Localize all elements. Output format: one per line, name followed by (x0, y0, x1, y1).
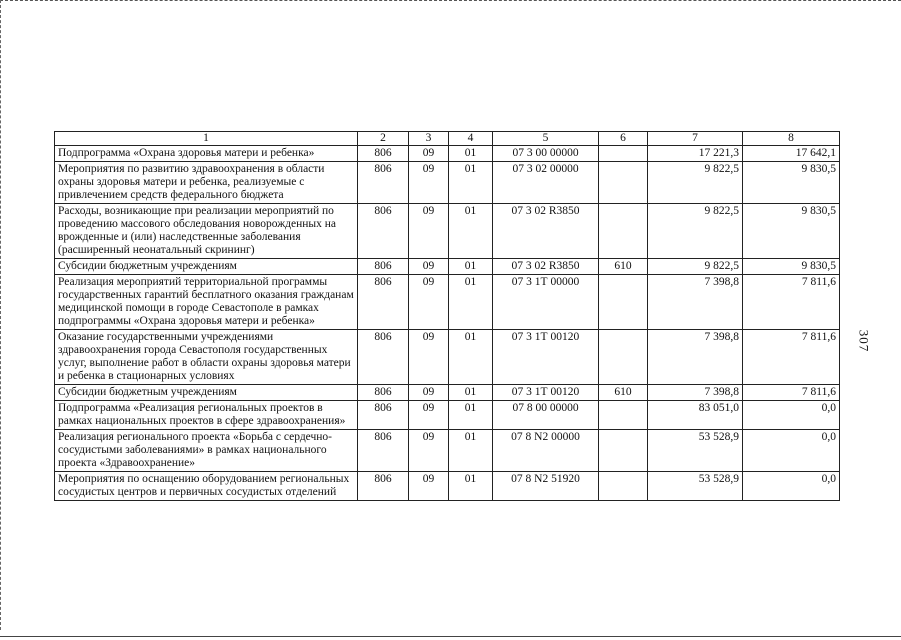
rz-cell: 09 (409, 204, 449, 259)
rz-cell: 09 (409, 275, 449, 330)
ved-cell: 806 (358, 385, 409, 401)
target-cell: 07 3 00 00000 (493, 146, 599, 162)
scan-border-left (0, 0, 1, 630)
row-name-cell: Расходы, возникающие при реализации мероприятий по проведению массового обследования новорожденных на врожденные и (или) наследственные заболевания (расширенный неонатальный скрининг) (55, 204, 358, 259)
ved-cell: 806 (358, 259, 409, 275)
sum2-cell: 9 830,5 (743, 259, 840, 275)
header-row (55, 132, 840, 146)
sum2-cell: 7 811,6 (743, 330, 840, 385)
target-cell: 07 3 02 R3850 (493, 204, 599, 259)
ved-cell: 806 (358, 275, 409, 330)
row-name-cell: Мероприятия по оснащению оборудованием региональных сосудистых центров и первичных сосудистых отделений (55, 472, 358, 501)
vr-cell (599, 401, 648, 430)
table-row (55, 162, 840, 204)
sum1-cell: 17 221,3 (648, 146, 743, 162)
table-row (55, 472, 840, 501)
table-row (55, 401, 840, 430)
pr-cell: 01 (449, 401, 493, 430)
scan-border-bottom (0, 636, 901, 637)
row-name-cell: Подпрограмма «Охрана здоровья матери и ребенка» (55, 146, 358, 162)
pr-cell: 01 (449, 385, 493, 401)
rz-cell: 09 (409, 162, 449, 204)
ved-cell: 806 (358, 430, 409, 472)
vr-cell: 610 (599, 259, 648, 275)
vr-cell (599, 330, 648, 385)
target-cell: 07 3 02 00000 (493, 162, 599, 204)
pr-cell: 01 (449, 259, 493, 275)
pr-cell: 01 (449, 204, 493, 259)
header-cell: 8 (743, 132, 840, 146)
sum1-cell: 9 822,5 (648, 259, 743, 275)
rz-cell: 09 (409, 146, 449, 162)
row-name-cell: Мероприятия по развитию здравоохранения в области охраны здоровья матери и ребенка, реализуемые с привлечением средств федерального бюджета (55, 162, 358, 204)
table-row (55, 330, 840, 385)
header-cell: 6 (599, 132, 648, 146)
sum2-cell: 7 811,6 (743, 275, 840, 330)
sum1-cell: 7 398,8 (648, 275, 743, 330)
target-cell: 07 3 1Т 00120 (493, 385, 599, 401)
ved-cell: 806 (358, 162, 409, 204)
sum1-cell: 7 398,8 (648, 385, 743, 401)
row-name-cell: Подпрограмма «Реализация региональных проектов в рамках национальных проектов в сфере здравоохранения» (55, 401, 358, 430)
sum1-cell: 53 528,9 (648, 472, 743, 501)
row-name-cell: Субсидии бюджетным учреждениям (55, 385, 358, 401)
target-cell: 07 8 N2 51920 (493, 472, 599, 501)
sum2-cell: 0,0 (743, 430, 840, 472)
ved-cell: 806 (358, 146, 409, 162)
table-row (55, 385, 840, 401)
pr-cell: 01 (449, 146, 493, 162)
table-row (55, 430, 840, 472)
pr-cell: 01 (449, 430, 493, 472)
rz-cell: 09 (409, 472, 449, 501)
sum2-cell: 0,0 (743, 401, 840, 430)
ved-cell: 806 (358, 204, 409, 259)
ved-cell: 806 (358, 401, 409, 430)
vr-cell (599, 146, 648, 162)
sum2-cell: 9 830,5 (743, 204, 840, 259)
header-cell: 3 (409, 132, 449, 146)
vr-cell (599, 472, 648, 501)
pr-cell: 01 (449, 472, 493, 501)
table-row (55, 259, 840, 275)
sum1-cell: 9 822,5 (648, 204, 743, 259)
sum2-cell: 7 811,6 (743, 385, 840, 401)
sum2-cell: 9 830,5 (743, 162, 840, 204)
target-cell: 07 8 00 00000 (493, 401, 599, 430)
header-cell: 2 (358, 132, 409, 146)
sum1-cell: 53 528,9 (648, 430, 743, 472)
vr-cell (599, 204, 648, 259)
header-cell: 4 (449, 132, 493, 146)
header-cell: 1 (55, 132, 358, 146)
pr-cell: 01 (449, 275, 493, 330)
sum2-cell: 0,0 (743, 472, 840, 501)
page-number: 307 (856, 329, 872, 353)
sum2-cell: 17 642,1 (743, 146, 840, 162)
ved-cell: 806 (358, 472, 409, 501)
target-cell: 07 8 N2 00000 (493, 430, 599, 472)
vr-cell (599, 430, 648, 472)
header-cell: 5 (493, 132, 599, 146)
sum1-cell: 9 822,5 (648, 162, 743, 204)
table-row (55, 204, 840, 259)
row-name-cell: Реализация регионального проекта «Борьба с сердечно-сосудистыми заболеваниями» в рамках национального проекта «Здравоохранение» (55, 430, 358, 472)
rz-cell: 09 (409, 401, 449, 430)
pr-cell: 01 (449, 162, 493, 204)
row-name-cell: Субсидии бюджетным учреждениям (55, 259, 358, 275)
scan-border-top (0, 0, 901, 1)
row-name-cell: Оказание государственными учреждениями здравоохранения города Севастополя государственных услуг, выполнение работ в области охраны здоровья матери и ребенка в стационарных условиях (55, 330, 358, 385)
sum1-cell: 7 398,8 (648, 330, 743, 385)
target-cell: 07 3 1Т 00120 (493, 330, 599, 385)
rz-cell: 09 (409, 330, 449, 385)
vr-cell (599, 162, 648, 204)
vr-cell (599, 275, 648, 330)
ved-cell: 806 (358, 330, 409, 385)
rz-cell: 09 (409, 385, 449, 401)
rz-cell: 09 (409, 430, 449, 472)
budget-table (54, 131, 840, 501)
target-cell: 07 3 02 R3850 (493, 259, 599, 275)
table-row (55, 146, 840, 162)
target-cell: 07 3 1Т 00000 (493, 275, 599, 330)
table-row (55, 275, 840, 330)
header-cell: 7 (648, 132, 743, 146)
vr-cell: 610 (599, 385, 648, 401)
pr-cell: 01 (449, 330, 493, 385)
row-name-cell: Реализация мероприятий территориальной программы государственных гарантий бесплатного оказания гражданам медицинской помощи в городе Севастополе в рамках подпрограммы «Охрана здоровья матери и ребенка» (55, 275, 358, 330)
rz-cell: 09 (409, 259, 449, 275)
sum1-cell: 83 051,0 (648, 401, 743, 430)
